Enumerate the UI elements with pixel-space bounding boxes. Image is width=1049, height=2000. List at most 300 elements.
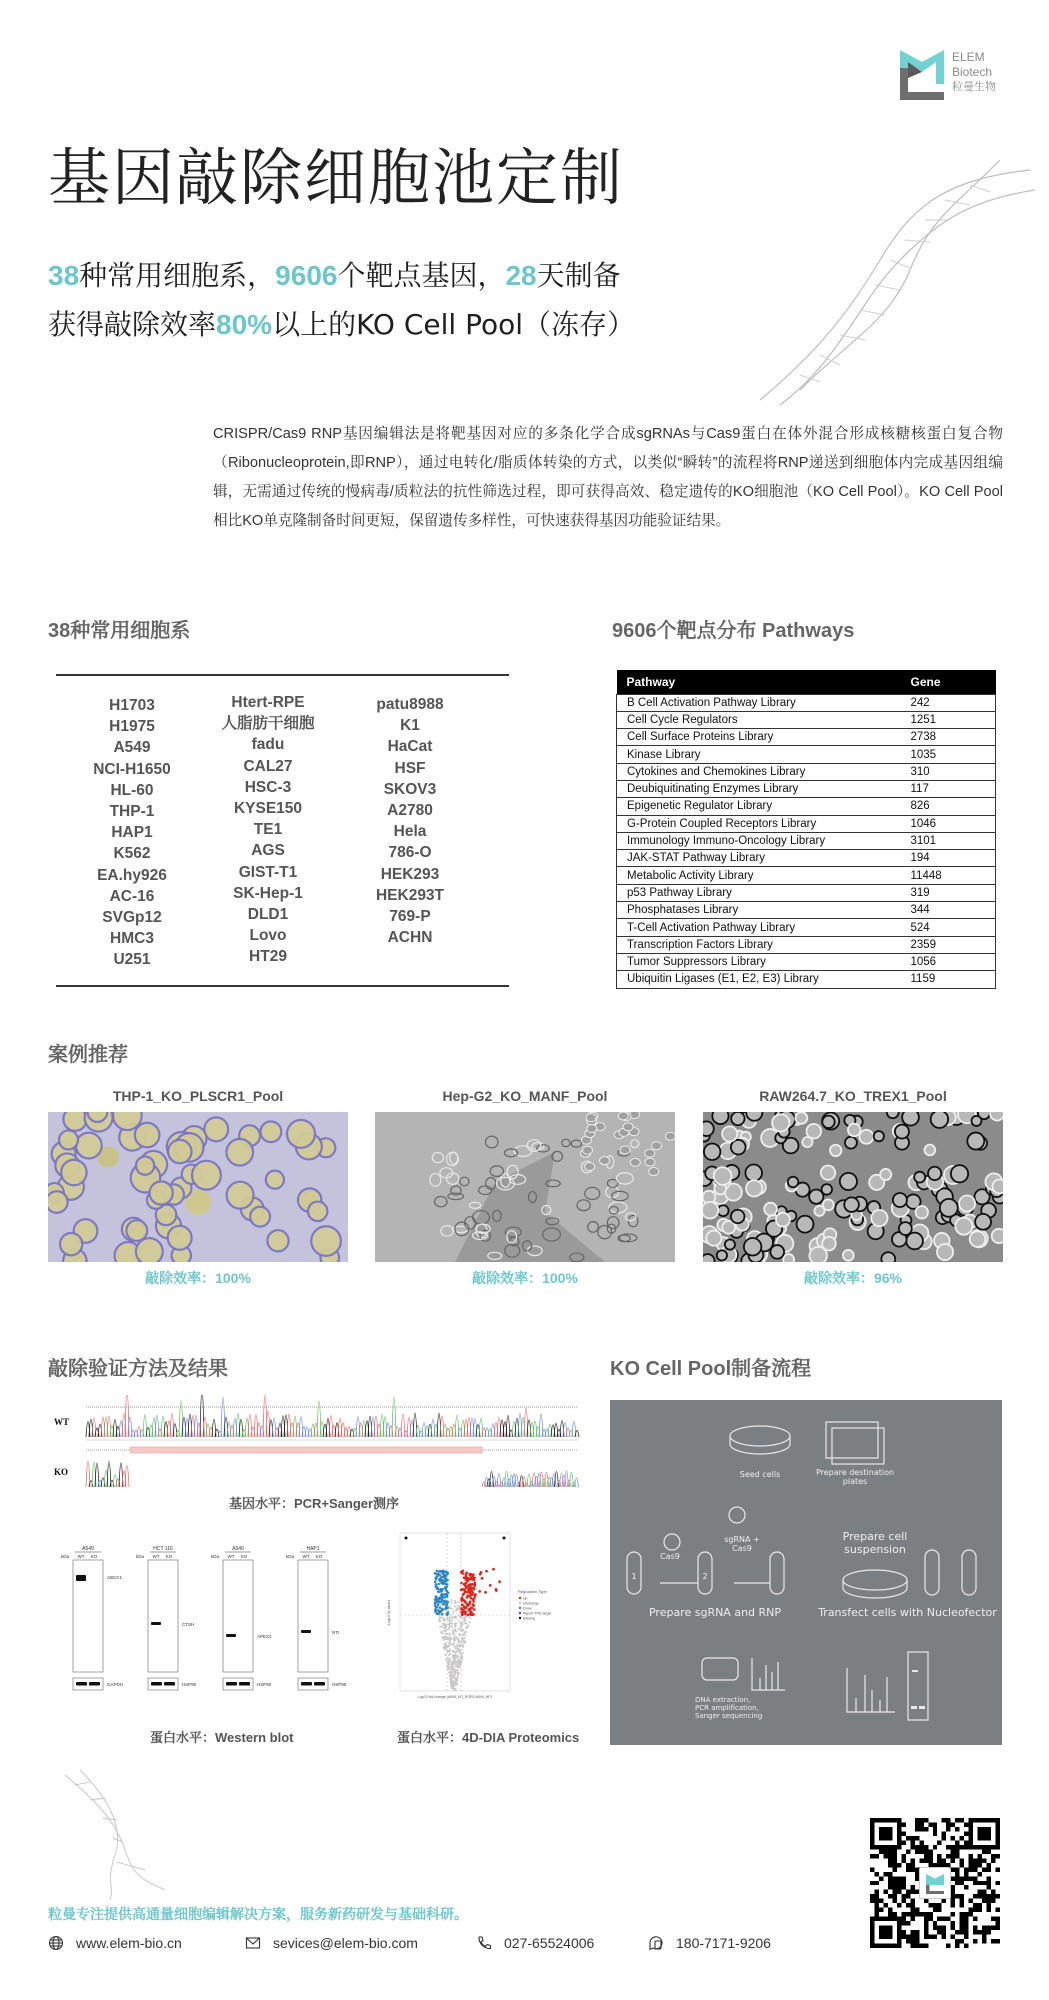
label-seed-cells: Seed cells xyxy=(739,1470,781,1479)
brand-name-en-1: ELEM xyxy=(952,50,985,64)
blot-cell-line: HCT 116 xyxy=(153,1546,173,1552)
cell-line-item: A2780 xyxy=(387,802,433,820)
point-unchange xyxy=(449,1633,451,1635)
point-unchange xyxy=(460,1662,462,1664)
blot-lane-label: WT xyxy=(227,1554,235,1559)
cell-line-item: H1703 xyxy=(109,697,155,714)
point-unchange xyxy=(454,1676,456,1678)
point-unchange xyxy=(443,1627,445,1629)
point-unchange xyxy=(443,1619,445,1621)
point-up xyxy=(471,1607,474,1610)
point-unchange xyxy=(464,1617,466,1619)
pathway-name-cell: Cytokines and Chemokines Library xyxy=(617,763,901,780)
point-down xyxy=(434,1602,437,1605)
point-unchange xyxy=(447,1663,449,1665)
point-down xyxy=(436,1613,439,1616)
gene-count-cell: 826 xyxy=(901,798,996,815)
point-unchange xyxy=(466,1627,468,1629)
point-unchange xyxy=(443,1623,445,1625)
point-unchange xyxy=(457,1674,459,1676)
table-row xyxy=(617,763,996,780)
blot-lane-label: KO xyxy=(240,1554,248,1559)
point-unchange xyxy=(448,1642,450,1644)
point-down xyxy=(434,1611,437,1614)
table-row xyxy=(617,729,996,746)
page-title: 基因敲除细胞池定制 xyxy=(48,141,625,214)
point-unchange xyxy=(441,1632,443,1634)
point-up xyxy=(495,1588,498,1591)
point-unchange xyxy=(446,1616,448,1618)
brand-logo xyxy=(900,48,1010,102)
table-row xyxy=(617,902,996,919)
point-unchange xyxy=(460,1616,462,1618)
blot-target: ABCC1 xyxy=(107,1575,123,1580)
contact-phone[interactable] xyxy=(476,1935,594,1951)
cell-line-item: AGS xyxy=(251,842,285,860)
point-unchange xyxy=(458,1601,460,1603)
point-unchange xyxy=(454,1600,456,1602)
point-unchange xyxy=(460,1626,462,1628)
point-down xyxy=(436,1573,439,1576)
qr-code[interactable] xyxy=(870,1818,1000,1948)
blot-control: HSP90 xyxy=(332,1682,347,1687)
cell-line-item: DLD1 xyxy=(247,906,289,924)
point-unchange xyxy=(455,1657,457,1659)
website-text[interactable]: www.elem-bio.cn xyxy=(76,1935,182,1951)
point-unchange xyxy=(445,1659,447,1661)
process-title: KO Cell Pool制备流程 xyxy=(610,1358,812,1380)
table-header-row xyxy=(617,670,996,694)
point-up xyxy=(460,1589,463,1592)
point-unchange xyxy=(447,1651,449,1653)
point-unchange xyxy=(458,1642,460,1644)
label-cell-suspension: Prepare cell suspension xyxy=(842,1530,908,1556)
pathway-name-cell: Cell Cycle Regulators xyxy=(617,711,901,728)
cell-line-item: HSC-3 xyxy=(244,778,292,796)
point-missing xyxy=(405,1537,408,1540)
legend-marker xyxy=(519,1597,521,1599)
point-unchange xyxy=(445,1654,447,1656)
point-unchange xyxy=(452,1677,454,1679)
table-row xyxy=(617,884,996,901)
pathway-table xyxy=(616,670,996,989)
point-up xyxy=(472,1573,475,1576)
point-down xyxy=(443,1596,446,1599)
table-row xyxy=(617,919,996,936)
point-unchange xyxy=(451,1625,453,1627)
cell-line-item: SVGp12 xyxy=(102,909,162,927)
point-down xyxy=(446,1601,449,1604)
point-up xyxy=(472,1613,475,1616)
phone-icon xyxy=(476,1935,492,1951)
table-row xyxy=(617,936,996,953)
cell-line-item: TE1 xyxy=(253,821,283,839)
point-unchange xyxy=(454,1660,456,1662)
point-unchange xyxy=(464,1641,466,1643)
blot-lane-label: WT xyxy=(77,1554,85,1559)
contact-website[interactable] xyxy=(48,1935,182,1951)
point-unchange xyxy=(452,1676,454,1678)
point-up xyxy=(466,1614,469,1617)
point-unchange xyxy=(456,1638,458,1640)
point-missing xyxy=(503,1537,506,1540)
cell-line-item: HaCat xyxy=(387,738,433,756)
point-unchange xyxy=(451,1656,453,1658)
point-down xyxy=(434,1598,437,1601)
point-unchange xyxy=(449,1678,451,1680)
cell-line-item: AC-16 xyxy=(109,887,155,905)
point-up xyxy=(464,1573,467,1576)
point-unchange xyxy=(456,1654,458,1656)
mobile-text[interactable]: 180-7171-9206 xyxy=(676,1935,771,1951)
point-up xyxy=(466,1604,469,1607)
hero-subline-2 xyxy=(48,303,635,343)
blot-target: CTSH xyxy=(182,1622,195,1627)
point-unchange xyxy=(443,1625,445,1627)
cell-line-item: HL-60 xyxy=(110,781,154,799)
pathways-title: 9606个靶点分布 Pathways xyxy=(612,620,855,642)
point-unchange xyxy=(455,1665,457,1667)
point-unchange xyxy=(442,1617,444,1619)
point-unchange xyxy=(451,1644,453,1646)
divider xyxy=(56,674,509,676)
point-unchange xyxy=(459,1628,461,1630)
blot-control: HSP90 xyxy=(257,1682,272,1687)
point-up xyxy=(471,1590,474,1593)
cell-line-item: NCI-H1650 xyxy=(93,760,171,778)
point-unchange xyxy=(449,1616,451,1618)
dna-helix-decoration xyxy=(740,150,1040,410)
cell-line-item: GIST-T1 xyxy=(238,863,298,881)
point-unchange xyxy=(450,1653,452,1655)
point-unchange xyxy=(450,1599,452,1601)
point-up xyxy=(460,1607,463,1610)
point-unchange xyxy=(448,1668,450,1670)
gene-count-cell: 3101 xyxy=(901,832,996,849)
point-down xyxy=(445,1586,448,1589)
point-down xyxy=(435,1585,438,1588)
process-diagram xyxy=(610,1400,1002,1745)
point-unchange xyxy=(448,1659,450,1661)
contact-email[interactable] xyxy=(245,1935,418,1951)
point-down xyxy=(435,1595,438,1598)
point-unchange xyxy=(445,1638,447,1640)
point-unchange xyxy=(454,1654,456,1656)
point-up xyxy=(474,1593,477,1596)
point-unchange xyxy=(464,1634,466,1636)
point-unchange xyxy=(465,1631,467,1633)
gene-count-cell: 310 xyxy=(901,763,996,780)
point-up xyxy=(472,1603,475,1606)
cell-line-item: HAP1 xyxy=(111,824,153,842)
brand-name-en-2: Biotech xyxy=(952,65,993,79)
point-up xyxy=(464,1611,467,1614)
point-unchange xyxy=(461,1659,463,1661)
point-unchange xyxy=(456,1607,458,1609)
point-down xyxy=(446,1583,449,1586)
point-unchange xyxy=(460,1653,462,1655)
point-up xyxy=(471,1576,474,1579)
label-transfect: Transfect cells with Nucleofector xyxy=(818,1606,997,1619)
point-unchange xyxy=(450,1675,452,1677)
point-unchange xyxy=(452,1631,454,1633)
point-unchange xyxy=(461,1635,463,1637)
point-up xyxy=(469,1574,472,1577)
point-up xyxy=(464,1585,467,1588)
cell-line-item: K1 xyxy=(400,717,420,735)
pathway-name-cell: B Cell Activation Pathway Library xyxy=(617,694,901,711)
point-up xyxy=(485,1570,488,1573)
point-unchange xyxy=(456,1609,458,1611)
point-up xyxy=(479,1573,482,1576)
point-unchange xyxy=(464,1622,466,1624)
point-up xyxy=(462,1593,465,1596)
point-unchange xyxy=(448,1661,450,1663)
email-text[interactable]: sevices@elem-bio.com xyxy=(273,1935,418,1951)
point-unchange xyxy=(449,1622,451,1624)
point-unchange xyxy=(453,1658,455,1660)
point-down xyxy=(442,1571,445,1574)
point-unchange xyxy=(451,1663,453,1665)
phone-text[interactable]: 027-65524006 xyxy=(504,1935,595,1951)
intro-paragraph: CRISPR/Cas9 RNP基因编辑法是将靶基因对应的多条化学合成sgRNAs与Cas9蛋白在体外混合形成核糖核蛋白复合物（Ribonucleoprotein,即RNP），通过电转化/脂质体转染的方式，以类似“瞬转”的流程将RNP递送到细胞体内完成基因组编辑，无需通过传统的慢病毒/质粒法的抗性筛选过程，即可获得高效、稳定遗传的KO细胞池（KO Cell Pool）。KO Cell Pool相比KO单克隆制备时间更短，保留遗传多样性，可快速获得基因功能验证结果。 xyxy=(213,426,1003,529)
table-row xyxy=(617,850,996,867)
cell-line-item: 769-P xyxy=(389,908,431,926)
point-down xyxy=(438,1590,441,1593)
cell-line-item: CAL27 xyxy=(243,757,293,775)
tube-icon xyxy=(925,1550,939,1595)
table-row xyxy=(617,780,996,797)
point-unchange xyxy=(458,1606,460,1608)
point-unchange xyxy=(451,1601,453,1603)
point-unchange xyxy=(459,1650,461,1652)
pathway-name-cell: JAK-STAT Pathway Library xyxy=(617,850,901,867)
point-down xyxy=(446,1571,449,1574)
cell-line-item: ACHN xyxy=(387,929,433,947)
point-unchange xyxy=(454,1645,456,1647)
point-unchange xyxy=(454,1606,456,1608)
western-blot-panels xyxy=(60,1540,350,1710)
legend-item: Missing xyxy=(523,1616,535,1621)
point-up xyxy=(460,1598,463,1601)
pathway-name-cell: Transcription Factors Library xyxy=(617,936,901,953)
point-unchange xyxy=(461,1640,463,1642)
point-unchange xyxy=(451,1668,453,1670)
point-unchange xyxy=(440,1604,442,1606)
legend-marker xyxy=(519,1602,521,1604)
point-down xyxy=(439,1574,442,1577)
hero-text: 天制备 xyxy=(536,259,621,292)
blot-target: APEX1 xyxy=(257,1634,272,1639)
point-down xyxy=(437,1603,440,1606)
contact-mobile[interactable] xyxy=(648,1935,771,1951)
legend-marker xyxy=(519,1607,521,1609)
kda-label: kDa xyxy=(136,1554,145,1559)
kda-label: kDa xyxy=(286,1554,295,1559)
point-unchange xyxy=(455,1652,457,1654)
point-unchange xyxy=(449,1671,451,1673)
cell-line-item: HMC3 xyxy=(110,930,154,948)
point-unchange xyxy=(445,1643,447,1645)
point-unchange xyxy=(459,1622,461,1624)
point-unchange xyxy=(452,1664,454,1666)
column-header-pathway: Pathway xyxy=(617,670,901,694)
point-down xyxy=(441,1613,444,1616)
cell-line-column xyxy=(340,694,480,948)
label-dna-extraction: DNA extraction, PCR amplification, Sanger sequencing xyxy=(695,1696,763,1720)
point-down xyxy=(438,1579,441,1582)
point-up xyxy=(472,1600,475,1603)
cell-line-item: patu8988 xyxy=(376,696,444,713)
point-unchange xyxy=(450,1614,452,1616)
legend-marker xyxy=(519,1612,521,1614)
point-up xyxy=(467,1579,470,1582)
table-row xyxy=(617,832,996,849)
point-unchange xyxy=(446,1633,448,1635)
gene-count-cell: 1046 xyxy=(901,815,996,832)
blot-control: GAPDH xyxy=(107,1682,124,1687)
point-up xyxy=(489,1584,492,1587)
point-unchange xyxy=(461,1623,463,1625)
blot-lane-label: KO xyxy=(165,1554,173,1559)
point-unchange xyxy=(455,1683,457,1685)
point-down xyxy=(442,1580,445,1583)
point-unchange xyxy=(449,1625,451,1627)
point-unchange xyxy=(461,1655,463,1657)
blot-cell-line: A549 xyxy=(82,1546,94,1552)
gene-count-cell: 194 xyxy=(901,850,996,867)
western-blot-panel xyxy=(211,1546,272,1690)
hero-text: 以上的KO Cell Pool（冻存） xyxy=(272,308,635,341)
label-tube-2: 2 xyxy=(702,1572,708,1581)
point-up xyxy=(474,1581,477,1584)
point-unchange xyxy=(453,1673,455,1675)
gel-icon xyxy=(908,1652,928,1720)
gene-count-cell: 117 xyxy=(901,780,996,797)
brand-name xyxy=(952,50,996,95)
point-unchange xyxy=(453,1616,455,1618)
point-unchange xyxy=(454,1625,456,1627)
point-unchange xyxy=(444,1633,446,1635)
tube-icon xyxy=(770,1552,784,1594)
blot-cell-line: A549 xyxy=(232,1546,244,1552)
legend-marker xyxy=(519,1617,521,1619)
hero-text: 获得敲除效率 xyxy=(48,308,217,341)
label-tube-1: 1 xyxy=(631,1572,637,1581)
table-row xyxy=(617,867,996,884)
cell-line-item: SKOV3 xyxy=(383,780,437,798)
point-up xyxy=(468,1595,471,1598)
point-unchange xyxy=(443,1639,445,1641)
petri-dish-icon xyxy=(843,1570,907,1590)
globe-icon xyxy=(48,1935,64,1951)
point-up xyxy=(464,1577,467,1580)
point-up xyxy=(462,1570,465,1573)
cell-line-item: HT29 xyxy=(249,948,287,966)
point-down xyxy=(445,1588,448,1591)
cell-line-item: HSF xyxy=(394,759,426,777)
sanger-caption: 基因水平：PCR+Sanger测序 xyxy=(228,1496,400,1511)
western-blot-panel xyxy=(136,1546,197,1690)
blot-lane-label: KO xyxy=(315,1554,323,1559)
cell-line-item: Hela xyxy=(393,823,427,841)
label-cas9: Cas9 xyxy=(660,1552,680,1561)
point-unchange xyxy=(450,1639,452,1641)
table-row xyxy=(617,798,996,815)
cell-lines-title: 38种常用细胞系 xyxy=(48,620,191,642)
case-efficiency: 敲除效率：100% xyxy=(145,1270,251,1286)
mail-icon xyxy=(245,1935,261,1951)
case-card xyxy=(703,1088,1003,1288)
legend-item: Up xyxy=(523,1596,528,1601)
point-unchange xyxy=(454,1669,456,1671)
cell-line-item: fadu xyxy=(251,736,285,754)
case-card xyxy=(48,1088,348,1288)
case-efficiency: 敲除效率：96% xyxy=(803,1270,903,1286)
point-down xyxy=(439,1597,442,1600)
table-row xyxy=(617,711,996,728)
point-unchange xyxy=(462,1637,464,1639)
point-unchange xyxy=(462,1645,464,1647)
table-row xyxy=(617,953,996,970)
gene-count-cell: 11448 xyxy=(901,867,996,884)
point-down xyxy=(438,1570,441,1573)
pathway-name-cell: Ubiquitin Ligases (E1, E2, E3) Library xyxy=(617,971,901,988)
tube-icon xyxy=(962,1550,976,1595)
gene-count-cell: 524 xyxy=(901,919,996,936)
legend-item: Report TPD target xyxy=(523,1611,552,1616)
point-unchange xyxy=(457,1662,459,1664)
cases-title: 案例推荐 xyxy=(48,1044,128,1066)
point-unchange xyxy=(460,1646,462,1648)
point-unchange xyxy=(449,1640,451,1642)
point-down xyxy=(434,1580,437,1583)
point-down xyxy=(434,1608,437,1611)
point-up xyxy=(462,1609,465,1612)
point-unchange xyxy=(457,1660,459,1662)
pathway-name-cell: Epigenetic Regulator Library xyxy=(617,798,901,815)
cell-line-item: KYSE150 xyxy=(233,800,303,818)
point-unchange xyxy=(458,1664,460,1666)
pathway-name-cell: Deubiquitinating Enzymes Library xyxy=(617,780,901,797)
kda-label: kDa xyxy=(211,1554,220,1559)
point-down xyxy=(436,1570,439,1573)
point-unchange xyxy=(448,1628,450,1630)
point-unchange xyxy=(451,1682,453,1684)
point-unchange xyxy=(463,1631,465,1633)
point-down xyxy=(437,1583,440,1586)
cell-line-item: K562 xyxy=(113,845,151,863)
table-row xyxy=(617,694,996,711)
point-down xyxy=(446,1579,449,1582)
point-up xyxy=(464,1591,467,1594)
y-axis-label: -Log10 (Q value) xyxy=(387,1599,391,1627)
bar-chart-icon xyxy=(847,1668,895,1712)
cell-line-item: HEK293T xyxy=(375,886,445,904)
mobile-chat-icon xyxy=(648,1935,664,1951)
pathway-name-cell: Phosphatases Library xyxy=(617,902,901,919)
point-unchange xyxy=(449,1648,451,1650)
point-up xyxy=(469,1592,472,1595)
point-up xyxy=(478,1590,481,1593)
gene-count-cell: 344 xyxy=(901,902,996,919)
hero-subline-1 xyxy=(48,254,621,294)
blot-lane-label: KO xyxy=(90,1554,98,1559)
point-unchange xyxy=(453,1662,455,1664)
case-caption: RAW264.7_KO_TREX1_Pool xyxy=(759,1088,947,1104)
elem-logo-icon xyxy=(900,50,946,100)
gene-count-cell: 1056 xyxy=(901,953,996,970)
